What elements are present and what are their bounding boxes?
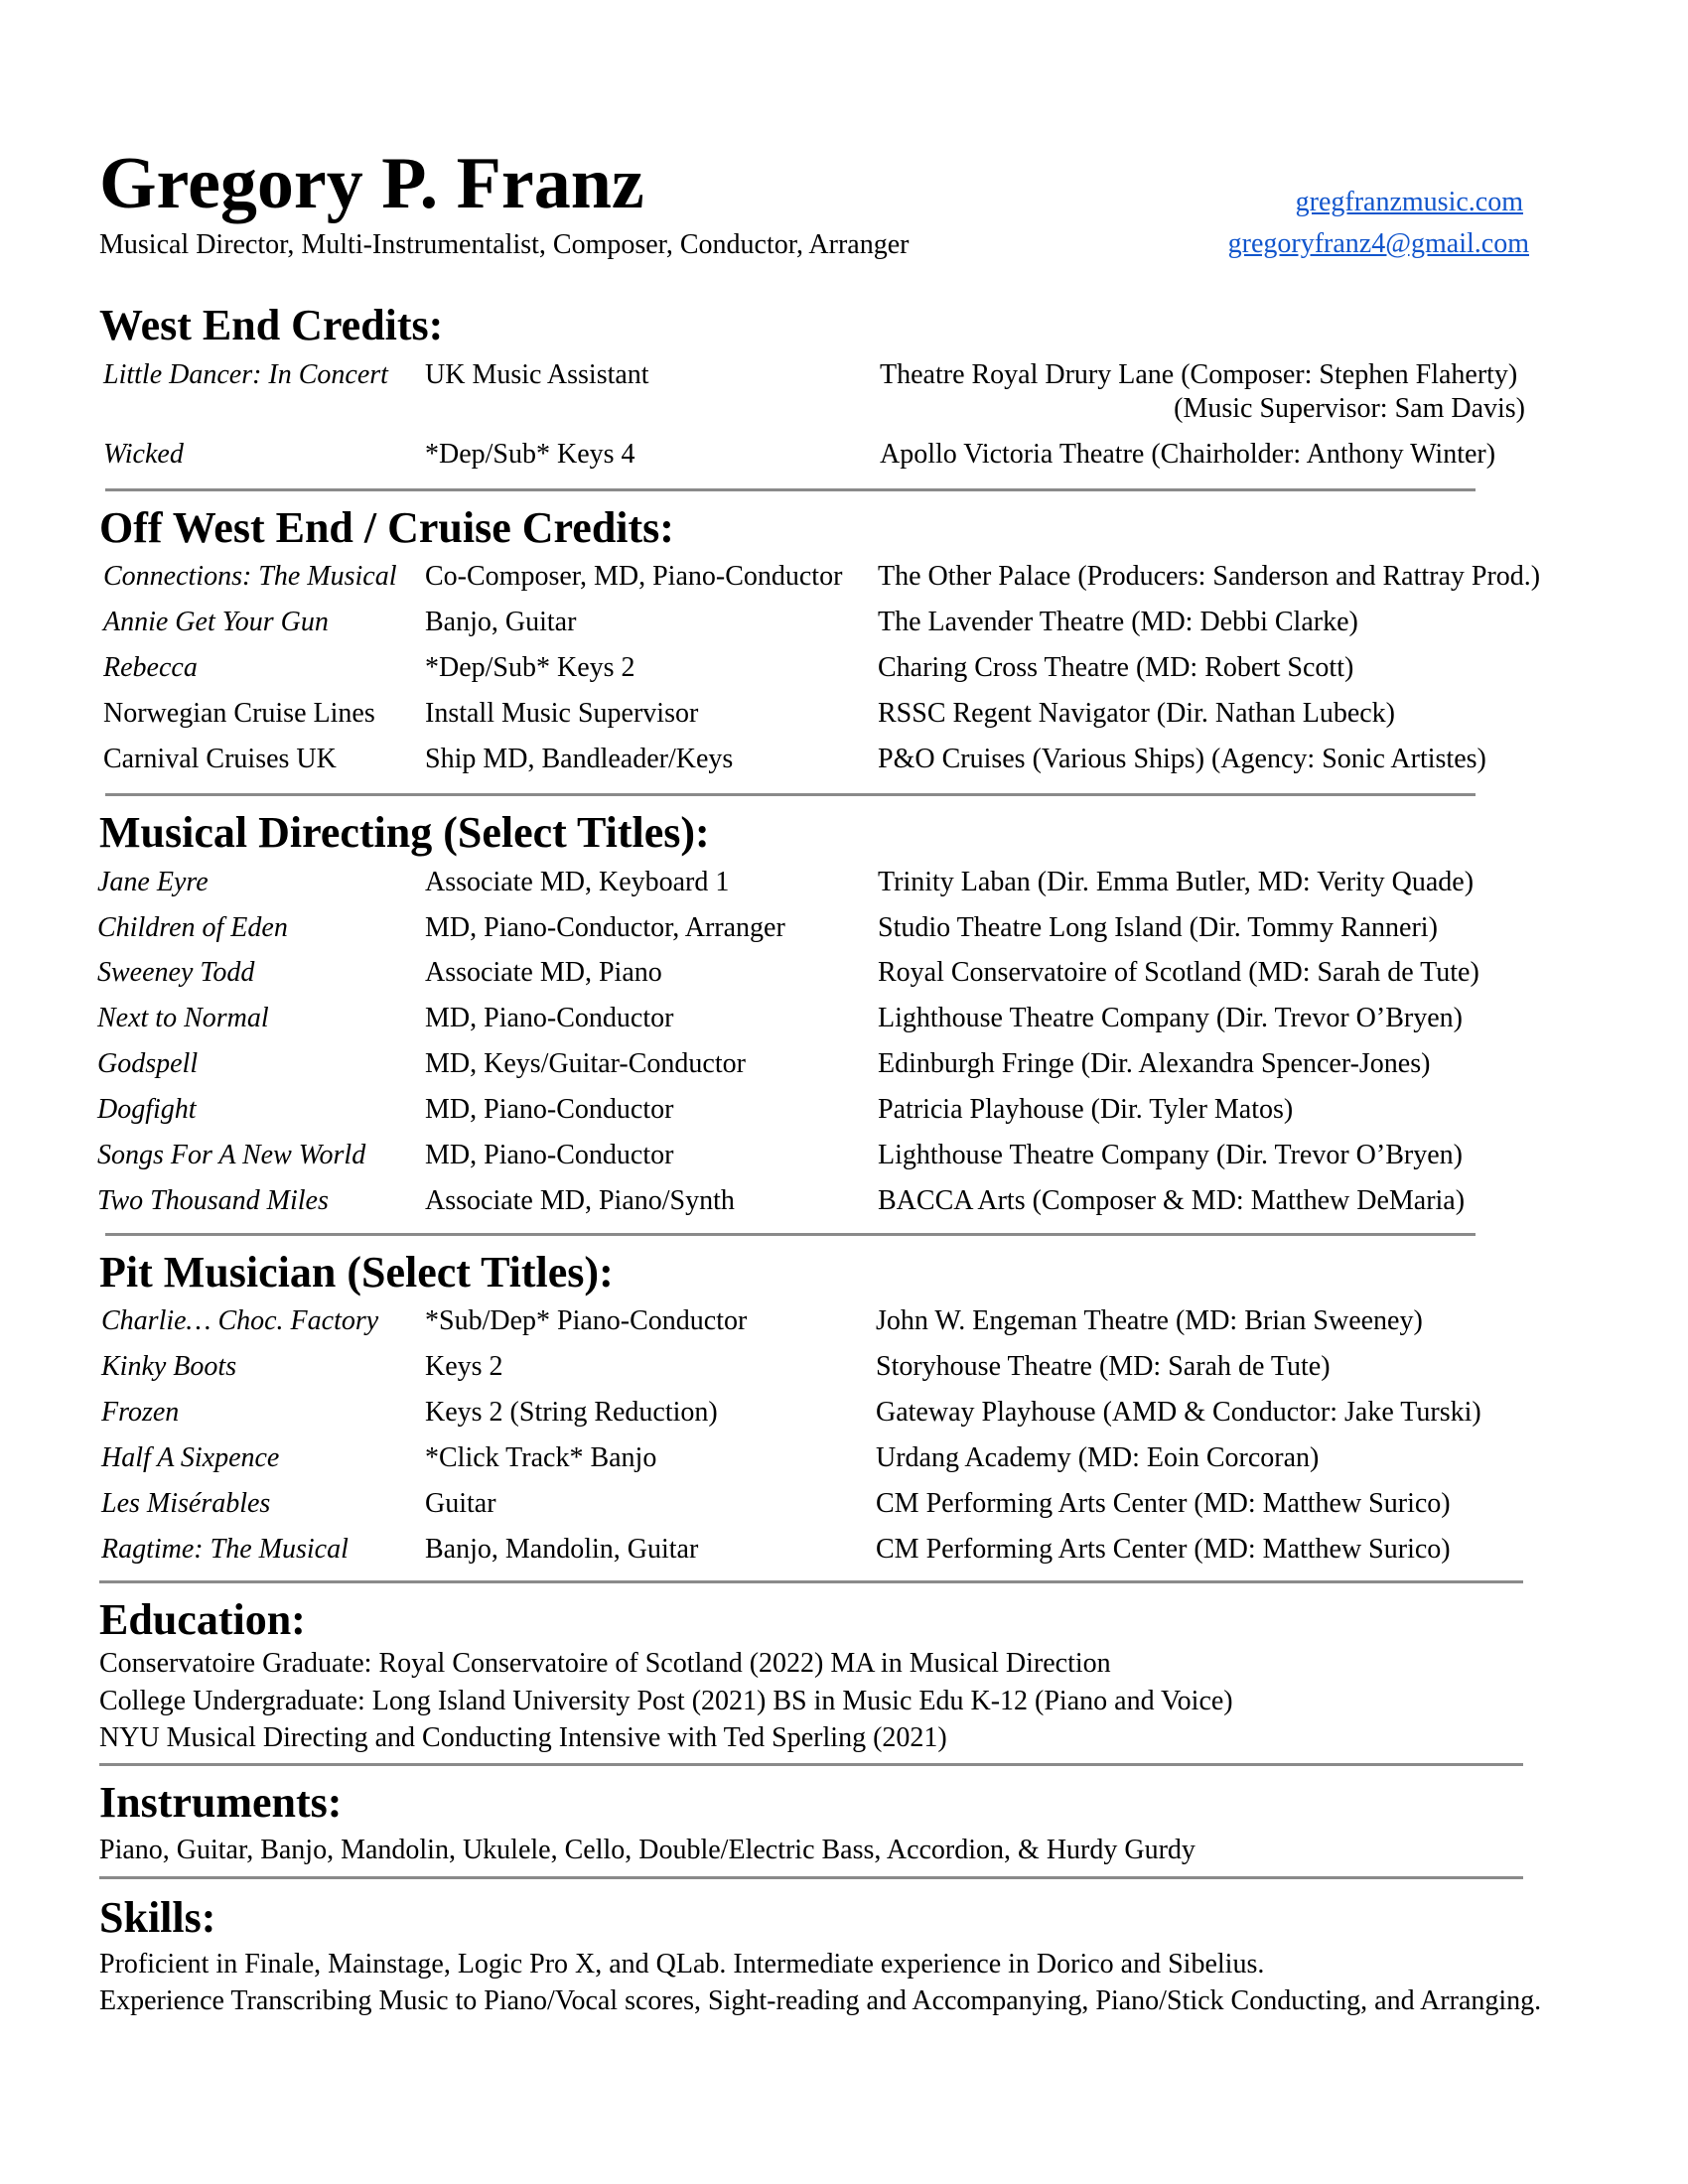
credit-row [0,1092,1688,1128]
credit-venue: CM Performing Arts Center (MD: Matthew Surico) [876,1488,1451,1519]
credit-venue: Gateway Playhouse (AMD & Conductor: Jake Turski) [876,1397,1481,1428]
credit-title: Godspell [97,1048,199,1079]
credit-row [0,696,1688,732]
credit-venue: Lighthouse Theatre Company (Dir. Trevor O’Bryen) [878,1003,1463,1033]
credit-venue: Trinity Laban (Dir. Emma Butler, MD: Verity Quade) [878,867,1475,897]
credit-title: Songs For A New World [97,1140,366,1170]
credit-row-continued [0,391,1688,427]
credit-title: Frozen [101,1397,180,1428]
skills-line: Proficient in Finale, Mainstage, Logic Pro X, and QLab. Intermediate experience in Dorico and Sibelius. [99,1949,1265,1979]
credit-venue-continued: (Music Supervisor: Sam Davis) [1174,393,1525,424]
credit-venue: Royal Conservatoire of Scotland (MD: Sarah de Tute) [878,957,1479,988]
candidate-name: Gregory P. Franz [99,143,644,224]
credit-title: Ragtime: The Musical [101,1534,349,1565]
section-divider [105,1233,1476,1236]
credit-venue: Edinburgh Fringe (Dir. Alexandra Spencer-Jones) [878,1048,1431,1079]
credit-venue: P&O Cruises (Various Ships) (Agency: Sonic Artistes) [878,744,1486,774]
credit-title: Sweeney Todd [97,957,255,988]
credit-venue: CM Performing Arts Center (MD: Matthew Surico) [876,1534,1451,1565]
credit-title: Next to Normal [97,1003,269,1033]
credit-role: MD, Piano-Conductor, Arranger [425,912,785,943]
credit-role: MD, Piano-Conductor [425,1003,674,1033]
credit-venue: The Lavender Theatre (MD: Debbi Clarke) [878,607,1358,637]
credit-row [0,605,1688,640]
credit-row [0,955,1688,991]
credit-row [0,910,1688,946]
credit-venue: Urdang Academy (MD: Eoin Corcoran) [876,1442,1320,1473]
credit-title: Jane Eyre [97,867,209,897]
credit-row [0,1532,1688,1568]
credit-title: Half A Sixpence [101,1442,280,1473]
pit-musician-heading: Pit Musician (Select Titles): [99,1248,614,1297]
credit-role: Ship MD, Bandleader/Keys [425,744,734,774]
education-line: College Undergraduate: Long Island University Post (2021) BS in Music Edu K-12 (Piano and Voice) [99,1686,1233,1716]
credit-role: Banjo, Guitar [425,607,577,637]
credit-venue: Lighthouse Theatre Company (Dir. Trevor O’Bryen) [878,1140,1463,1170]
skills-line: Experience Transcribing Music to Piano/Vocal scores, Sight-reading and Accompanying, Piano/Stick Conducting, and Arranging. [99,1985,1542,2016]
credit-title: Kinky Boots [101,1351,237,1382]
email-link[interactable]: gregoryfranz4@gmail.com [1227,228,1529,259]
credit-title: Two Thousand Miles [97,1185,329,1216]
credit-row [0,437,1688,473]
credit-venue: RSSC Regent Navigator (Dir. Nathan Lubeck) [878,698,1396,729]
credit-row [0,559,1688,595]
credit-venue: Patricia Playhouse (Dir. Tyler Matos) [878,1094,1294,1125]
credit-title: Annie Get Your Gun [103,607,329,637]
credit-role: *Dep/Sub* Keys 2 [425,652,635,683]
credit-role: Guitar [425,1488,496,1519]
credit-venue: Studio Theatre Long Island (Dir. Tommy Ranneri) [878,912,1438,943]
credit-venue: Theatre Royal Drury Lane (Composer: Stephen Flaherty) [880,359,1518,390]
credit-row [0,1349,1688,1385]
website-link[interactable]: gregfranzmusic.com [1295,187,1523,217]
credit-row [0,650,1688,686]
credit-role: *Dep/Sub* Keys 4 [425,439,635,470]
candidate-subtitle: Musical Director, Multi-Instrumentalist, Composer, Conductor, Arranger [99,229,910,260]
credit-title: Norwegian Cruise Lines [103,698,375,729]
credit-role: UK Music Assistant [425,359,649,390]
credit-row [0,1440,1688,1476]
musical-directing-heading: Musical Directing (Select Titles): [99,808,710,857]
credit-title: Charlie… Choc. Factory [101,1305,379,1336]
credit-title: Connections: The Musical [103,561,397,592]
credit-title: Carnival Cruises UK [103,744,337,774]
credit-venue: Charing Cross Theatre (MD: Robert Scott) [878,652,1354,683]
credit-row [0,1303,1688,1339]
credit-row [0,1486,1688,1522]
section-divider [105,488,1476,491]
credit-role: MD, Piano-Conductor [425,1140,674,1170]
credit-role: Banjo, Mandolin, Guitar [425,1534,699,1565]
credit-title: Rebecca [103,652,198,683]
credit-row [0,1046,1688,1082]
section-divider [99,1580,1523,1583]
credit-title: Wicked [103,439,184,470]
credit-title: Little Dancer: In Concert [103,359,388,390]
education-line: Conservatoire Graduate: Royal Conservatoire of Scotland (2022) MA in Musical Direction [99,1648,1111,1679]
credit-row [0,742,1688,777]
credit-venue: Storyhouse Theatre (MD: Sarah de Tute) [876,1351,1331,1382]
credit-venue: The Other Palace (Producers: Sanderson and Rattray Prod.) [878,561,1541,592]
section-divider [99,1763,1523,1766]
credit-row [0,1138,1688,1173]
credit-title: Dogfight [97,1094,197,1125]
credit-role: Keys 2 [425,1351,503,1382]
credit-row [0,357,1688,393]
instruments-heading: Instruments: [99,1778,343,1827]
credit-venue: John W. Engeman Theatre (MD: Brian Sweeney) [876,1305,1423,1336]
off-west-end-heading: Off West End / Cruise Credits: [99,503,674,552]
credit-row [0,1183,1688,1219]
west-end-heading: West End Credits: [99,301,444,349]
section-divider [99,1876,1523,1879]
skills-heading: Skills: [99,1893,216,1942]
credit-role: Associate MD, Piano [425,957,662,988]
credit-role: Install Music Supervisor [425,698,699,729]
credit-role: Co-Composer, MD, Piano-Conductor [425,561,843,592]
education-line: NYU Musical Directing and Conducting Intensive with Ted Sperling (2021) [99,1722,947,1753]
credit-role: Keys 2 (String Reduction) [425,1397,718,1428]
credit-row [0,1001,1688,1036]
instruments-text: Piano, Guitar, Banjo, Mandolin, Ukulele, Cello, Double/Electric Bass, Accordion, & Hurdy Gurdy [99,1835,1196,1865]
credit-title: Les Misérables [101,1488,271,1519]
credit-role: Associate MD, Keyboard 1 [425,867,730,897]
credit-venue: BACCA Arts (Composer & MD: Matthew DeMaria) [878,1185,1466,1216]
section-divider [105,793,1476,796]
credit-role: MD, Keys/Guitar-Conductor [425,1048,746,1079]
education-heading: Education: [99,1595,306,1644]
credit-role: *Sub/Dep* Piano-Conductor [425,1305,748,1336]
credit-row [0,865,1688,900]
credit-role: MD, Piano-Conductor [425,1094,674,1125]
credit-role: Associate MD, Piano/Synth [425,1185,735,1216]
credit-row [0,1395,1688,1431]
credit-venue: Apollo Victoria Theatre (Chairholder: Anthony Winter) [880,439,1496,470]
credit-role: *Click Track* Banjo [425,1442,657,1473]
credit-title: Children of Eden [97,912,288,943]
